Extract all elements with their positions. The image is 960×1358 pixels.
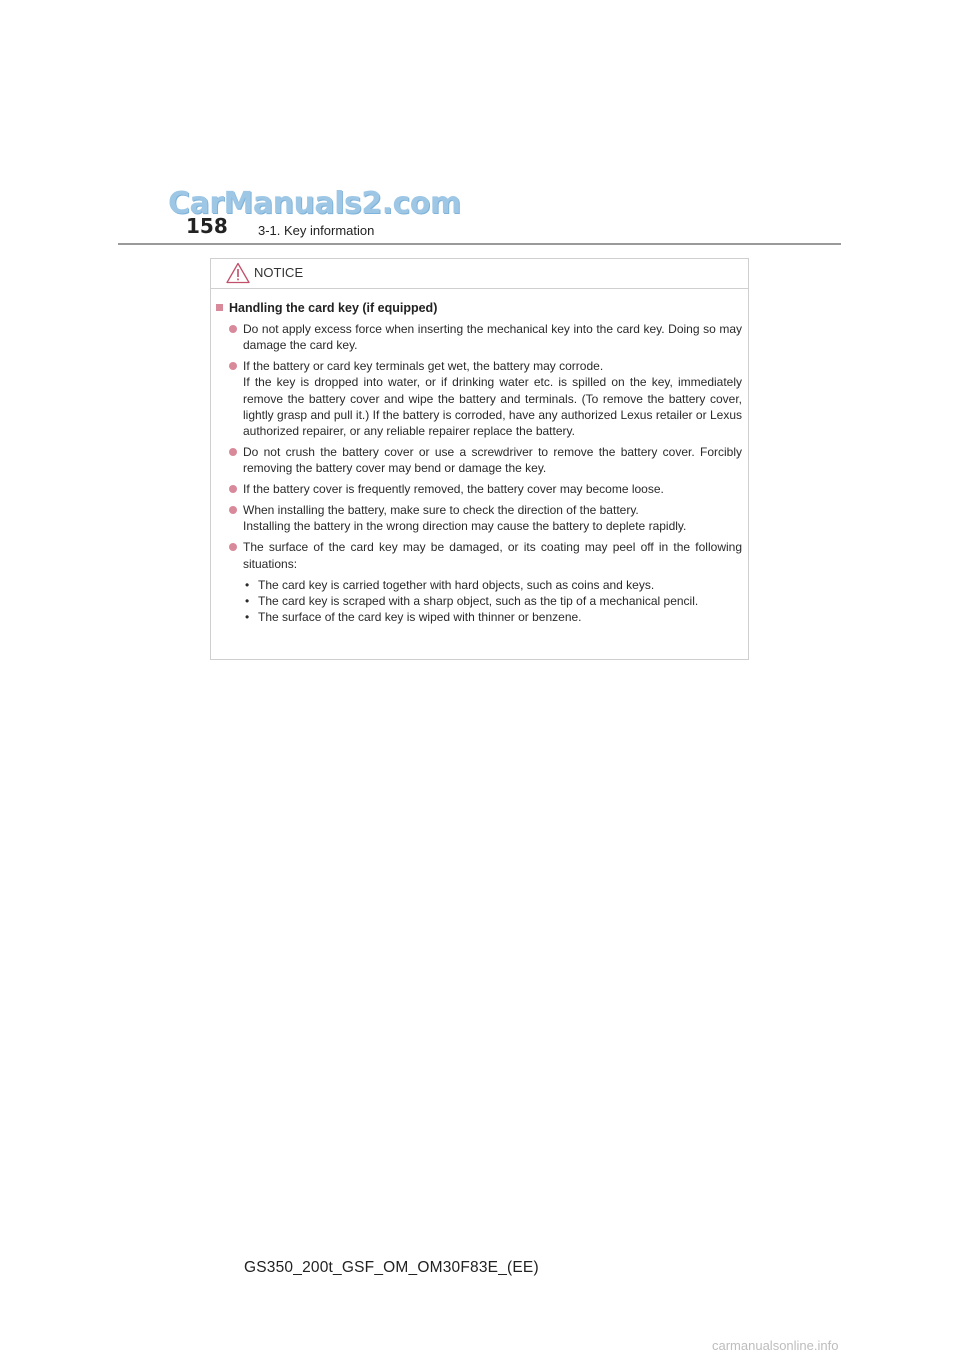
notice-item [211, 358, 748, 439]
notice-item [211, 321, 748, 353]
notice-item-text: If the battery or card key terminals get wet, the battery may corrode. [243, 359, 604, 374]
circle-bullet-icon [229, 325, 237, 333]
notice-header [211, 259, 748, 289]
notice-item-text: Do not apply excess force when inserting the mechanical key into the card key. Doing so may damage the card key. [243, 322, 742, 353]
notice-box [210, 258, 749, 660]
circle-bullet-icon [229, 543, 237, 551]
notice-label: NOTICE [254, 265, 304, 280]
notice-item-text: Do not crush the battery cover or use a screwdriver to remove the battery cover. Forcibly removing the battery cover may bend or damage the key. [243, 445, 742, 476]
square-bullet-icon [216, 304, 223, 311]
notice-body [211, 300, 748, 630]
notice-heading [211, 300, 748, 316]
notice-heading-text: Handling the card key (if equipped) [229, 301, 438, 315]
situation-list-item: • The card key is carried together with hard objects, such as coins and keys. [245, 577, 655, 592]
notice-item [211, 481, 748, 497]
header-divider [118, 243, 841, 245]
document-code: GS350_200t_GSF_OM_OM30F83E_(EE) [244, 1259, 539, 1276]
notice-item [211, 502, 748, 534]
notice-item-text: When installing the battery, make sure to check the direction of the battery. [243, 503, 639, 518]
page-number: 158 [186, 214, 228, 238]
watermark-logo: CarManuals2.com [168, 186, 461, 221]
notice-item-text: If the key is dropped into water, or if drinking water etc. is spilled on the key, immediately remove the battery cover and wipe the battery and terminals. (To remove the battery cover, lightly grasp and pull it.) If the battery is corroded, have any authorized Lexus retailer or Lexus authorized repairer, or any reliable repairer replace the battery. [243, 375, 742, 439]
circle-bullet-icon [229, 448, 237, 456]
notice-item [211, 444, 748, 476]
notice-item-text: If the battery cover is frequently removed, the battery cover may become loose. [243, 482, 664, 497]
notice-item-text: Installing the battery in the wrong direction may cause the battery to deplete rapidly. [243, 519, 687, 534]
warning-triangle-icon [226, 262, 250, 284]
section-title: 3-1. Key information [258, 223, 375, 238]
situation-list-item: • The surface of the card key is wiped with thinner or benzene. [245, 610, 582, 625]
situation-list [243, 577, 742, 626]
watermark-footer: carmanualsonline.info [712, 1338, 839, 1353]
notice-item [211, 539, 748, 625]
notice-item-text: The surface of the card key may be damaged, or its coating may peel off in the following situations: [243, 540, 742, 571]
circle-bullet-icon [229, 362, 237, 370]
situation-list-item: • The card key is scraped with a sharp object, such as the tip of a mechanical pencil. [245, 594, 699, 609]
circle-bullet-icon [229, 485, 237, 493]
circle-bullet-icon [229, 506, 237, 514]
